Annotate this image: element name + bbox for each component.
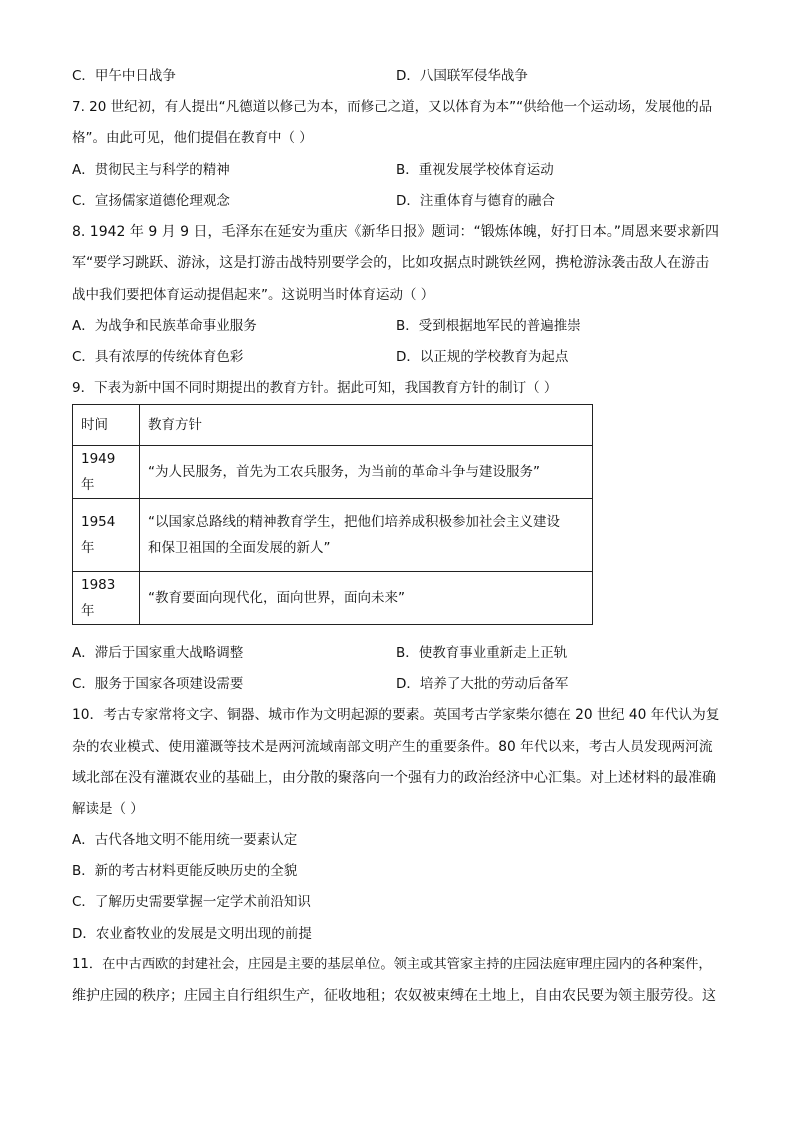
q7-option-a: A．贯彻民主与科学的精神 (72, 162, 230, 178)
q6-option-c: C．甲午中日战争 (72, 68, 176, 84)
q11-stem-line-2: 维护庄园的秩序；庄园主自行组织生产，征收地租；农奴被束缚在土地上，自由农民要为领主服劳役。这 (72, 988, 716, 1004)
policy-text: “为人民服务，首先为工农兵服务，为当前的革命斗争与建设服务” (148, 464, 540, 480)
q10-option-d: D．农业畜牧业的发展是文明出现的前提 (72, 926, 312, 942)
q9-option-c: C．服务于国家各项建设需要 (72, 676, 244, 692)
table-row (73, 572, 593, 625)
q10-option-c: C．了解历史需要掌握一定学术前沿知识 (72, 894, 311, 910)
q10-option-a: A．古代各地文明不能用统一要素认定 (72, 832, 298, 848)
q9-option-d: D．培养了大批的劳动后备军 (396, 676, 569, 692)
table-row (73, 499, 593, 572)
table-header-time: 时间 (73, 405, 140, 446)
q10-option-b: B．新的考古材料更能反映历史的全貌 (72, 863, 298, 879)
q7-option-d: D．注重体育与德育的融合 (396, 193, 555, 209)
q7-stem-line-2: 格”。由此可见，他们提倡在教育中（ ） (72, 130, 313, 146)
q9-option-a: A．滞后于国家重大战略调整 (72, 645, 244, 661)
q9-stem: 9．下表为新中国不同时期提出的教育方针。据此可知，我国教育方针的制订（ ） (72, 380, 558, 396)
table-header-policy: 教育方针 (140, 405, 593, 446)
education-policy-table (72, 404, 593, 625)
table-cell-year: 1983 年 (73, 572, 140, 625)
table-cell-policy (140, 572, 593, 625)
q7-option-c: C．宣扬儒家道德伦理观念 (72, 193, 230, 209)
table-cell-year: 1949 年 (73, 446, 140, 499)
q7-stem-line-1: 7. 20 世纪初，有人提出“凡德道以修己为本，而修己之道，又以体育为本”“供给他一个运动场，发展他的品 (72, 99, 713, 115)
q11-stem-line-1: 11．在中古西欧的封建社会，庄园是主要的基层单位。领主或其管家主持的庄园法庭审理庄园内的各种案件， (72, 957, 712, 972)
q8-option-a: A．为战争和民族革命事业服务 (72, 318, 257, 334)
table-row (73, 446, 593, 499)
q10-stem-line-4: 解读是（ ） (72, 801, 144, 817)
table-cell-year: 1954 年 (73, 499, 140, 572)
policy-text-line-2: 和保卫祖国的全面发展的新人” (148, 540, 331, 556)
table-cell-policy (140, 446, 593, 499)
q10-stem-line-2: 杂的农业模式、使用灌溉等技术是两河流域南部文明产生的重要条件。80 年代以来，考古人员发现两河流 (72, 739, 713, 755)
q8-stem-line-1: 8. 1942 年 9 月 9 日，毛泽东在延安为重庆《新华日报》题词：“锻炼体魄，好打日本。”周恩来要求新四 (72, 224, 720, 240)
q10-stem-line-1: 10．考古专家常将文字、铜器、城市作为文明起源的要素。英国考古学家柴尔德在 20 世纪 40 年代认为复 (72, 707, 720, 723)
q8-option-d: D．以正规的学校教育为起点 (396, 349, 569, 365)
q8-option-b: B．受到根据地军民的普遍推崇 (396, 318, 581, 334)
q6-option-d: D．八国联军侵华战争 (396, 68, 528, 84)
q7-option-b: B．重视发展学校体育运动 (396, 162, 554, 178)
q8-stem-line-3: 战中我们要把体育运动提倡起来”。这说明当时体育运动（ ） (72, 287, 435, 303)
table-header-row (73, 405, 593, 446)
q10-stem-line-3: 域北部在没有灌溉农业的基础上，由分散的聚落向一个强有力的政治经济中心汇集。对上述材料的最准确 (72, 770, 716, 786)
q8-option-c: C．具有浓厚的传统体育色彩 (72, 349, 244, 365)
policy-text: “教育要面向现代化，面向世界，面向未来” (148, 590, 405, 606)
q8-stem-line-2: 军“要学习跳跃、游泳，这是打游击战特别要学会的，比如攻据点时跳铁丝网，携枪游泳袭击敌人在游击 (72, 255, 710, 271)
table-cell-policy (140, 499, 593, 572)
policy-text-line-1: “以国家总路线的精神教育学生，把他们培养成积极参加社会主义建设 (148, 514, 560, 530)
q9-option-b: B．使教育事业重新走上正轨 (396, 645, 568, 661)
